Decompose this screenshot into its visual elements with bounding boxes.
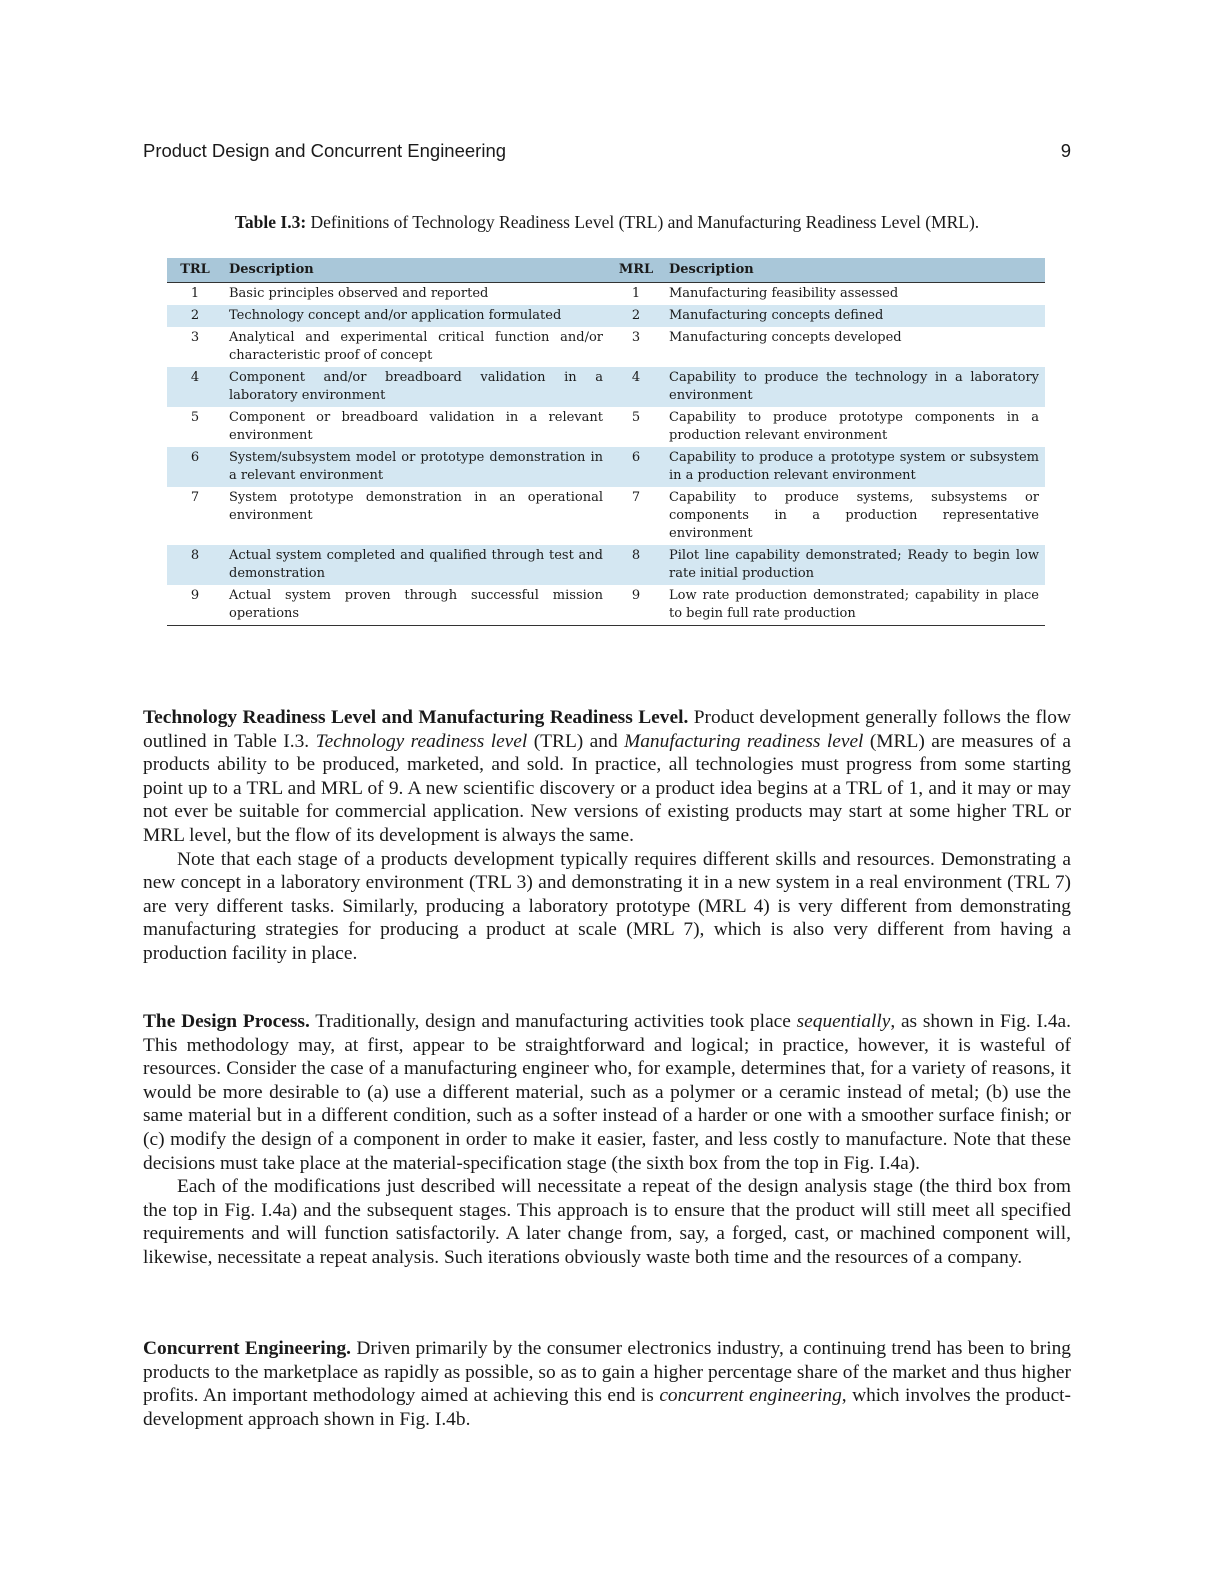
term-concurrent-engineering: concurrent engineering — [659, 1385, 842, 1407]
table-row — [167, 487, 1045, 545]
table-row — [167, 367, 1045, 407]
mrl-description: Manufacturing feasibility assessed — [669, 286, 899, 301]
paragraph-text: (TRL) and — [527, 730, 625, 752]
term-trl: Technology readiness level — [315, 730, 528, 752]
table-row — [167, 407, 1045, 447]
col-header-trl-description: Description — [223, 258, 609, 283]
mrl-description: Capability to produce systems, subsystems or components in a production representative environment — [669, 490, 1039, 541]
paragraph: Each of the modifications just described will necessitate a repeat of the design analysis stage (the third box from the top in Fig. I.4a) and the subsequent stages. This approach is to ensure that the product will still meet all specified requirements and will function satisfactorily. A later change from, say, a forged, cast, or machined component will, likewise, necessitate a repeat analysis. Such iterations obviously waste both time and the resources of a company. — [143, 1176, 1071, 1268]
table-row — [167, 585, 1045, 626]
term-mrl: Manufacturing readiness level — [624, 730, 864, 752]
paragraph-text: Product development generally follows the flow outlined in Table I.3. — [143, 707, 1072, 752]
mrl-level: 2 — [609, 305, 663, 327]
mrl-description: Capability to produce the technology in a laboratory environment — [663, 367, 1045, 407]
section-concurrent-engineering — [143, 1337, 1071, 1431]
paragraph — [143, 1337, 1071, 1431]
trl-level: 8 — [167, 545, 223, 585]
paragraph — [143, 1010, 1071, 1175]
section-heading: Concurrent Engineering. — [143, 1338, 352, 1359]
paragraph-text: Driven primarily by the consumer electronics industry, a continuing trend has been to bring products to the marketplace as rapidly as possible, so as to gain a higher percentage share of the market and thus higher profits. An important methodology aimed at achieving this end is — [143, 1338, 1071, 1407]
trl-mrl-table — [167, 258, 1045, 626]
trl-level: 5 — [190, 410, 200, 425]
trl-description: Basic principles observed and reported — [229, 286, 489, 301]
table-caption-label: Table I.3: — [234, 212, 307, 232]
trl-description: Analytical and experimental critical function and/or characteristic proof of concept — [229, 330, 603, 363]
page-number: 9 — [1060, 140, 1071, 161]
running-head — [143, 140, 1071, 164]
trl-description: System/subsystem model or prototype demonstration in a relevant environment — [223, 447, 609, 487]
table-row — [167, 447, 1045, 487]
mrl-level: 3 — [631, 330, 641, 345]
trl-description: Technology concept and/or application formulated — [223, 305, 609, 327]
mrl-description: Manufacturing concepts developed — [669, 330, 902, 345]
col-header-trl: TRL — [167, 258, 223, 283]
table-row — [167, 327, 1045, 367]
mrl-level: 9 — [631, 588, 641, 603]
col-header-mrl: MRL — [609, 258, 663, 283]
mrl-level: 5 — [631, 410, 641, 425]
trl-description: Component or breadboard validation in a relevant environment — [229, 410, 603, 443]
trl-level: 6 — [167, 447, 223, 487]
mrl-description: Capability to produce a prototype system or subsystem in a production relevant environment — [663, 447, 1045, 487]
trl-level: 1 — [190, 286, 200, 301]
trl-description: System prototype demonstration in an operational environment — [229, 490, 603, 523]
mrl-description: Manufacturing concepts defined — [663, 305, 1045, 327]
trl-level: 7 — [190, 490, 200, 505]
table-caption-text: Definitions of Technology Readiness Level (TRL) and Manufacturing Readiness Level (MRL). — [310, 212, 980, 232]
table-header-row — [167, 258, 1045, 283]
table-row — [167, 545, 1045, 585]
trl-level: 3 — [190, 330, 200, 345]
mrl-level: 6 — [609, 447, 663, 487]
section-heading: Technology Readiness Level and Manufacturing Readiness Level. — [143, 707, 689, 728]
table-row — [167, 283, 1045, 306]
section-design-process — [143, 1010, 1071, 1270]
running-title: Product Design and Concurrent Engineering — [143, 140, 507, 161]
mrl-level: 8 — [609, 545, 663, 585]
trl-description: Actual system proven through successful mission operations — [229, 588, 603, 621]
mrl-level: 1 — [631, 286, 641, 301]
section-trl-mrl — [143, 706, 1071, 966]
section-heading: The Design Process. — [143, 1011, 310, 1032]
trl-level: 2 — [167, 305, 223, 327]
trl-description: Actual system completed and qualified through test and demonstration — [223, 545, 609, 585]
paragraph-text: , which involves the product-development approach shown in Fig. I.4b. — [143, 1385, 1072, 1430]
trl-description: Component and/or breadboard validation in a laboratory environment — [223, 367, 609, 407]
paragraph-text: , as shown in Fig. I.4a. This methodology may, at first, appear to be straightforward and logical; in practice, however, it is wasteful of resources. Consider the case of a manufacturing engineer who, for example, determines that, for a variety of reasons, it would be more desirable to (a) use a different material, such as a polymer or a ceramic instead of metal; (b) use the same material but in a different condition, such as a softer instead of a harder or one with a smoother surface finish; or (c) modify the design of a component in order to make it easier, faster, and less costly to manufacture. Note that these decisions must take place at the material-specification stage (the sixth box from the top in Fig. I.4a). — [143, 1011, 1071, 1174]
paragraph: Note that each stage of a products development typically requires different skills and resources. Demonstrating a new concept in a laboratory environment (TRL 3) and demonstrating it in a new system in a real environment (TRL 7) are very different tasks. Similarly, producing a laboratory prototype (MRL 4) is very different from demonstrating manufacturing strategies for producing a product at scale (MRL 7), which is also very different from having a production facility in place. — [143, 848, 1071, 964]
table-row — [167, 305, 1045, 327]
col-header-mrl-description: Description — [663, 258, 1045, 283]
paragraph — [143, 706, 1071, 848]
table-caption — [143, 212, 1071, 233]
trl-level: 4 — [167, 367, 223, 407]
mrl-description: Low rate production demonstrated; capability in place to begin full rate production — [669, 588, 1039, 621]
term-sequentially: sequentially — [796, 1011, 891, 1032]
paragraph-text: (MRL) are measures of a products ability to be produced, marketed, and sold. In practice, all technologies must progress from some starting point up to a TRL and MRL of 9. A new scientific discovery or a product idea begins at a TRL of 1, and it may or may not ever be suitable for commercial application. New versions of existing products may start at some higher TRL or MRL level, but the flow of its development is always the same. — [143, 730, 1072, 846]
trl-level: 9 — [190, 588, 200, 603]
mrl-description: Capability to produce prototype components in a production relevant environment — [669, 410, 1039, 443]
mrl-level: 4 — [609, 367, 663, 407]
mrl-description: Pilot line capability demonstrated; Ready to begin low rate initial production — [663, 545, 1045, 585]
paragraph-text: Traditionally, design and manufacturing activities took place — [309, 1011, 797, 1032]
mrl-level: 7 — [631, 490, 641, 505]
